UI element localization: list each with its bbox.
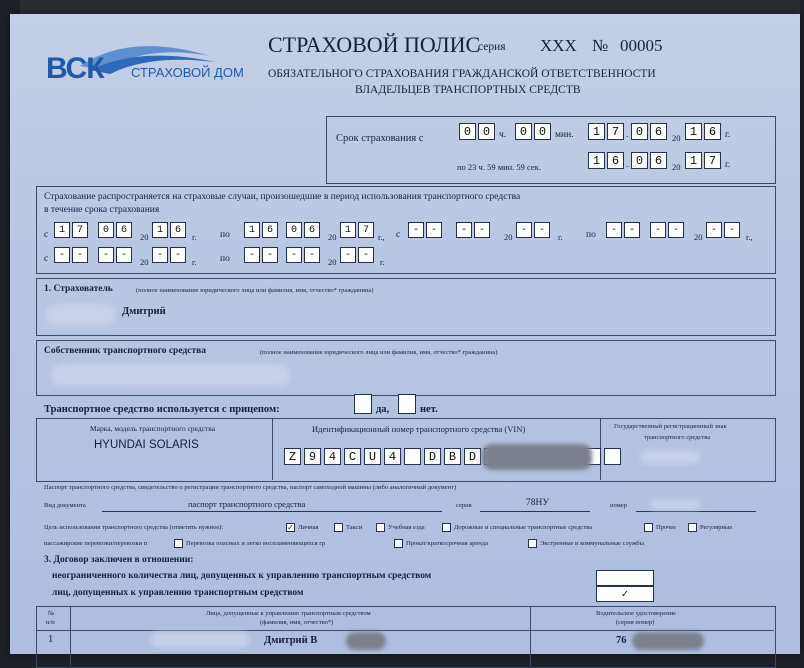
vin-cell: 4 [324, 448, 341, 465]
model-value: HYUNDAI SOLARIS [94, 439, 199, 451]
period-po-label: по [220, 230, 230, 240]
period-text-2: в течение срока страхования [44, 205, 160, 215]
digit-cell: 0 [286, 222, 302, 238]
purpose-option: Учебная езда [388, 524, 425, 531]
period-text-1: Страхование распространяется на страховые случаи, произошедшие в период использования транспортного средства [44, 192, 521, 202]
dash-cell: - [534, 222, 550, 238]
vin-cell [404, 448, 421, 465]
purpose-checkbox-other[interactable] [644, 523, 653, 532]
col-license-1: Водительское удостоверение [596, 610, 677, 617]
dash-cell: - [606, 222, 622, 238]
digit-cell: 1 [340, 222, 356, 238]
digit-cell: 0 [459, 123, 476, 140]
contract-checkbox-listed[interactable]: ✓ [596, 586, 654, 602]
col-num-2: п/п [46, 619, 55, 626]
dash-cell: - [98, 247, 114, 263]
col-license-2: (серия номер) [616, 619, 655, 626]
term-to-day [588, 152, 624, 169]
purpose-option: Экстренные и коммунальные службы [540, 540, 644, 547]
g-label: г. [380, 257, 385, 267]
trailer-yes-checkbox[interactable] [354, 394, 372, 414]
driver-row-name: Дмитрий В [264, 635, 318, 646]
policy-title: СТРАХОВОЙ ПОЛИС [268, 32, 481, 57]
purpose-checkbox-emergency[interactable] [528, 539, 537, 548]
p3-to-month [286, 247, 320, 263]
redaction-blur [150, 632, 250, 648]
term-day [588, 123, 624, 140]
purpose-checkbox-regular[interactable] [688, 523, 697, 532]
twenty-label: 20 [694, 232, 703, 242]
digit-cell: 0 [478, 123, 495, 140]
subtitle-line-2: ВЛАДЕЛЬЦЕВ ТРАНСПОРТНЫХ СРЕДСТВ [355, 84, 581, 96]
col-person-1: Лица, допущенные к управлению транспортным средством [206, 610, 371, 617]
p3-from-year [152, 247, 186, 263]
term-hours [459, 123, 495, 140]
divider [272, 418, 273, 480]
redaction-blur [50, 364, 290, 386]
dash-cell: - [724, 222, 740, 238]
digit-cell: 6 [607, 152, 624, 169]
term-to-label: по 23 ч. 59 мин. 59 сек. [457, 162, 541, 172]
purpose-option: Прочее [656, 524, 677, 531]
purpose-option: Перевозка опасных и легко воспламеняющихся гр [186, 540, 326, 547]
g-comma-label: г., [746, 232, 753, 242]
vin-cell: C [344, 448, 361, 465]
insurer-label: 1. Страхователь [44, 284, 113, 294]
vin-label: Идентификационный номер транспортного средства (VIN) [312, 424, 526, 434]
minutes-label: мин. [555, 130, 574, 140]
digit-cell: 6 [170, 222, 186, 238]
vin-cell [604, 448, 621, 465]
g-comma-label: г., [378, 232, 385, 242]
p1-to-day [244, 222, 278, 238]
term-to-year [685, 152, 721, 169]
period-po-label: по [586, 230, 596, 240]
vin-cell: B [444, 448, 461, 465]
series-label: серия [478, 41, 506, 53]
p2-from-year [516, 222, 550, 238]
p2-to-year [706, 222, 740, 238]
digit-cell: 7 [358, 222, 374, 238]
digit-cell: 6 [704, 123, 721, 140]
dash-cell: - [244, 247, 260, 263]
dash-cell: - [668, 222, 684, 238]
period-s-label: с [44, 230, 49, 240]
contract-option-2: лиц, допущенных к управлению транспортным средством [52, 588, 304, 598]
p2-from-month [456, 222, 490, 238]
passport-number-label: номер [610, 502, 627, 509]
vin-cell: U [364, 448, 381, 465]
insurance-policy-document [10, 14, 800, 654]
dash-cell: - [116, 247, 132, 263]
p3-to-day [244, 247, 278, 263]
twenty-label: 20 [140, 232, 149, 242]
model-label: Марка, модель транспортного средства [90, 424, 216, 433]
period-s-label: с [396, 230, 401, 240]
trailer-yes-label: да, [376, 404, 390, 415]
contract-label: 3. Договор заключен в отношении: [44, 555, 194, 565]
dash-cell: - [408, 222, 424, 238]
reg-label-2: транспортного средства [644, 434, 711, 441]
digit-cell: 1 [54, 222, 70, 238]
digit-cell: 1 [588, 152, 605, 169]
digit-cell: 6 [304, 222, 320, 238]
p1-from-year [152, 222, 186, 238]
col-num-1: № [48, 610, 55, 617]
digit-cell: 0 [534, 123, 551, 140]
digit-cell: 1 [244, 222, 260, 238]
driver-row-license: 76 [616, 635, 627, 646]
twenty-label: 20 [328, 232, 337, 242]
period-po-label: по [220, 254, 230, 264]
year-label: г. [725, 130, 731, 140]
divider [530, 606, 531, 666]
digit-cell: 0 [515, 123, 532, 140]
p3-to-year [340, 247, 374, 263]
logo-tagline: СТРАХОВОЙ ДОМ [131, 65, 244, 80]
p1-from-day [54, 222, 88, 238]
purpose-option: Личная [298, 524, 319, 531]
period-s-label: с [44, 254, 49, 264]
term-month [631, 123, 667, 140]
p1-from-month [98, 222, 132, 238]
digit-cell: 6 [650, 123, 667, 140]
term-to-month [631, 152, 667, 169]
year-prefix: 20 [672, 133, 681, 143]
g-label: г. [192, 257, 197, 267]
digit-cell: 1 [152, 222, 168, 238]
number-underline [636, 511, 756, 512]
header-row-divider [36, 630, 774, 631]
p2-to-day [606, 222, 640, 238]
purpose-label: Цель использования транспортного средства (отметить нужное): [44, 524, 224, 531]
driver-row-num: 1 [48, 634, 54, 645]
vin-redaction [482, 444, 592, 470]
p2-from-day [408, 222, 442, 238]
twenty-label: 20 [140, 257, 149, 267]
digit-cell: 1 [588, 123, 605, 140]
digit-cell: 6 [262, 222, 278, 238]
purpose-checkbox-special[interactable] [442, 523, 451, 532]
digit-cell: 0 [631, 152, 648, 169]
subtitle-line-1: ОБЯЗАТЕЛЬНОГО СТРАХОВАНИЯ ГРАЖДАНСКОЙ ОТВЕТСТВЕННОСТИ [268, 68, 656, 80]
purpose-checkbox-training[interactable] [376, 523, 385, 532]
vin-cell: D [424, 448, 441, 465]
purpose-checkbox-rental[interactable] [394, 539, 403, 548]
vin-cell: 4 [384, 448, 401, 465]
purpose-option: Прокат/краткосрочная аренда [406, 540, 488, 547]
trailer-label: Транспортное средство используется с прицепом: [44, 404, 280, 415]
purpose-option: Такси [346, 524, 363, 531]
dash-cell: - [456, 222, 472, 238]
owner-hint: (полное наименование юридического лица или фамилия, имя, отчество* гражданина) [260, 349, 498, 356]
trailer-no-label: нет. [420, 404, 438, 415]
to-year-prefix: 20 [672, 162, 681, 172]
vsk-logo [40, 36, 244, 86]
digit-cell: 7 [72, 222, 88, 238]
logo-brand: ВСК [46, 52, 104, 85]
license-redaction [632, 632, 704, 650]
dash-cell: - [358, 247, 374, 263]
trailer-no-checkbox[interactable] [398, 394, 416, 414]
insurer-hint: (полное наименование юридического лица или фамилия, имя, отчество* гражданина) [136, 287, 374, 294]
p1-to-year [340, 222, 374, 238]
scan-top-edge [20, 0, 800, 14]
redaction-blur [640, 450, 700, 464]
dash-cell: - [262, 247, 278, 263]
dash-cell: - [340, 247, 356, 263]
dash-cell: - [152, 247, 168, 263]
purpose-option: Дорожные и специальные транспортные средства [454, 524, 593, 531]
purpose-checkbox-taxi[interactable] [334, 523, 343, 532]
purpose-checkbox-personal[interactable]: ✓ [287, 523, 294, 532]
digit-cell: 0 [631, 123, 648, 140]
purpose-checkbox-hazardous[interactable] [174, 539, 183, 548]
insurer-value: Дмитрий [122, 306, 166, 317]
redaction-blur [650, 500, 700, 510]
p3-from-day [54, 247, 88, 263]
passport-series-label: серия [456, 502, 472, 509]
digit-cell: 6 [650, 152, 667, 169]
doc-type-value: паспорт транспортного средства [188, 499, 306, 509]
series-underline [480, 511, 590, 512]
doc-type-label: Вид документа [44, 502, 86, 509]
digit-cell: 6 [116, 222, 132, 238]
dash-cell: - [650, 222, 666, 238]
to-year-label: г. [725, 160, 731, 170]
dash-cell: - [304, 247, 320, 263]
digit-cell: 7 [607, 123, 624, 140]
doc-type-underline [102, 511, 442, 512]
passport-label: Паспорт транспортного средства, свидетельство о регистрации транспортного средства, паспорт самоходной машины (либо аналогичный документ) [44, 484, 457, 491]
vin-cell: 9 [304, 448, 321, 465]
dot: . [626, 130, 629, 140]
divider [70, 606, 71, 666]
vin-cell: D [464, 448, 481, 465]
dash-cell: - [706, 222, 722, 238]
dash-cell: - [286, 247, 302, 263]
term-year [685, 123, 721, 140]
dash-cell: - [72, 247, 88, 263]
purpose-option: Регулярные [700, 524, 733, 531]
p2-to-month [650, 222, 684, 238]
term-from-label: Срок страхования с [336, 133, 424, 144]
twenty-label: 20 [504, 232, 513, 242]
digit-cell: 1 [685, 152, 702, 169]
number-value: 00005 [620, 36, 663, 55]
digit-cell: 1 [685, 123, 702, 140]
p1-to-month [286, 222, 320, 238]
dot: . [626, 160, 629, 170]
name-redaction [346, 632, 386, 650]
twenty-label: 20 [328, 257, 337, 267]
passport-series-value: 78НУ [526, 498, 550, 508]
dash-cell: - [516, 222, 532, 238]
g-label: г. [558, 232, 563, 242]
dash-cell: - [624, 222, 640, 238]
hours-label: ч. [499, 130, 507, 140]
dash-cell: - [54, 247, 70, 263]
redaction-blur [46, 304, 116, 326]
digit-cell: 7 [704, 152, 721, 169]
digit-cell: 0 [98, 222, 114, 238]
contract-option-1: неограниченного количества лиц, допущенных к управлению транспортным средством [52, 571, 432, 581]
owner-label: Собственник транспортного средства [44, 346, 207, 356]
p3-from-month [98, 247, 132, 263]
dash-cell: - [474, 222, 490, 238]
contract-checkbox-unlimited[interactable] [596, 570, 654, 586]
term-minutes [515, 123, 551, 140]
number-label: № [592, 36, 609, 55]
col-person-2: (фамилия, имя, отчество*) [260, 619, 334, 626]
purpose-line2-prefix: пассажирские перевозки/перевозки п [44, 540, 148, 547]
dash-cell: - [170, 247, 186, 263]
g-label: г. [192, 232, 197, 242]
dash-cell: - [426, 222, 442, 238]
series-value: XXX [540, 36, 577, 55]
reg-label-1: Государственный регистрационный знак [614, 423, 727, 430]
vin-cell: Z [284, 448, 301, 465]
